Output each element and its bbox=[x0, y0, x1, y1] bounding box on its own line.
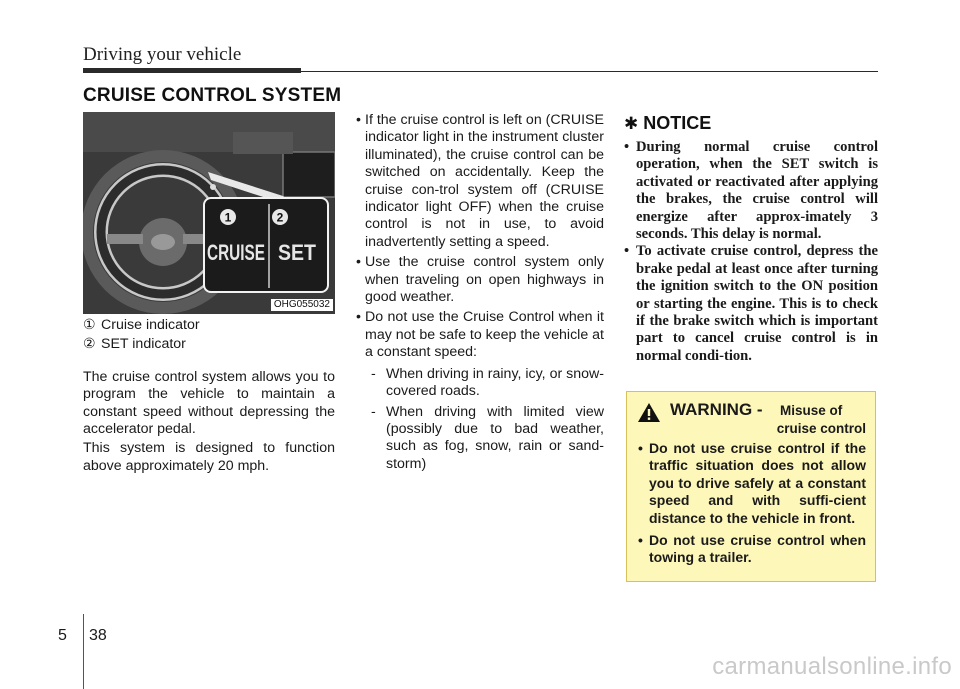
warning-list bbox=[637, 440, 866, 567]
warning-topic: Misuse of bbox=[780, 403, 843, 418]
header-rule-thin bbox=[301, 71, 878, 72]
figure-label-cruise: CRUISE bbox=[207, 240, 265, 265]
warning-header bbox=[637, 400, 866, 440]
warning-item: • Do not use cruise control if the traffic situation does not allow you to drive safely at a constant speed and with suffi-cient distance to the vehicle in front. bbox=[637, 440, 866, 527]
list-item: • Use the cruise control system only when traveling on open highways in good weather. bbox=[353, 254, 604, 306]
sub-list-item: - When driving in rainy, icy, or snow-covered roads. bbox=[365, 366, 604, 401]
watermark: carmanualsonline.info bbox=[712, 653, 952, 680]
section-heading: CRUISE CONTROL SYSTEM bbox=[83, 85, 342, 106]
column-left bbox=[83, 112, 335, 475]
figure-legend bbox=[83, 317, 335, 354]
intro-paragraph: This system is designed to function above approximately 20 mph. bbox=[83, 440, 335, 474]
figure-label-set: SET bbox=[278, 240, 317, 265]
dashboard-illustration bbox=[83, 112, 335, 314]
warning-topic: cruise control bbox=[776, 421, 866, 436]
warning-word: WARNING - bbox=[670, 400, 763, 419]
chapter-number: 5 bbox=[58, 627, 67, 644]
legend-item: ② SET indicator bbox=[83, 336, 186, 353]
figure-marker-2: 2 bbox=[276, 210, 284, 225]
column-middle bbox=[353, 112, 604, 476]
figure-marker-1: 1 bbox=[224, 210, 232, 225]
usage-list bbox=[353, 112, 604, 473]
sub-list-item: - When driving with limited view (possibly due to bad weather, such as fog, snow, rain or sand-storm) bbox=[365, 404, 604, 474]
star-icon: ✱ bbox=[624, 114, 639, 134]
column-right bbox=[624, 112, 878, 365]
figure-code: OHG055032 bbox=[271, 299, 333, 311]
warning-triangle-icon bbox=[637, 402, 661, 423]
intro-paragraph: The cruise control system allows you to program the vehicle to maintain a constant speed without depressing the accelerator pedal. bbox=[83, 368, 335, 438]
warning-item: • Do not use cruise control when towing a trailer. bbox=[637, 532, 866, 567]
header-rule-thick bbox=[83, 68, 301, 73]
running-header: Driving your vehicle bbox=[83, 44, 242, 65]
dashboard-photo bbox=[83, 112, 335, 314]
notice-item: • To activate cruise control, depress the brake pedal at least once after turning the ignition switch to the ON position or starting the engine. This is to check if the brake switch which is important part to cancel cruise control is in normal condi-tion. bbox=[624, 243, 878, 365]
warning-box bbox=[626, 391, 876, 582]
legend-item: ① Cruise indicator bbox=[83, 317, 200, 333]
notice-list bbox=[624, 139, 878, 365]
list-item: • If the cruise control is left on (CRUISE indicator light in the instrument cluster illuminated), the cruise control can be switched on accidentally. Keep the cruise con-trol system off (CRUISE indicator light OFF) when the cruise control is not in use, to avoid inadvertently setting a speed. bbox=[353, 112, 604, 251]
notice-item: • During normal cruise control operation, when the SET switch is activated or reactivated after applying the brakes, the cruise control will energize after approx-imately 3 seconds. This delay is normal. bbox=[624, 139, 878, 243]
list-item: • Do not use the Cruise Control when it may not be safe to keep the vehicle at a constant speed: - When driving in rainy, icy, or snow-covered roads. - When driving with limited view (possibly due to bad weather, such as fog, snow, rain or sand-storm) bbox=[353, 309, 604, 473]
page-number: 38 bbox=[89, 627, 107, 644]
footer-rule bbox=[83, 614, 84, 689]
condition-sublist bbox=[365, 366, 604, 473]
notice-title: ✱ NOTICE bbox=[624, 113, 712, 134]
